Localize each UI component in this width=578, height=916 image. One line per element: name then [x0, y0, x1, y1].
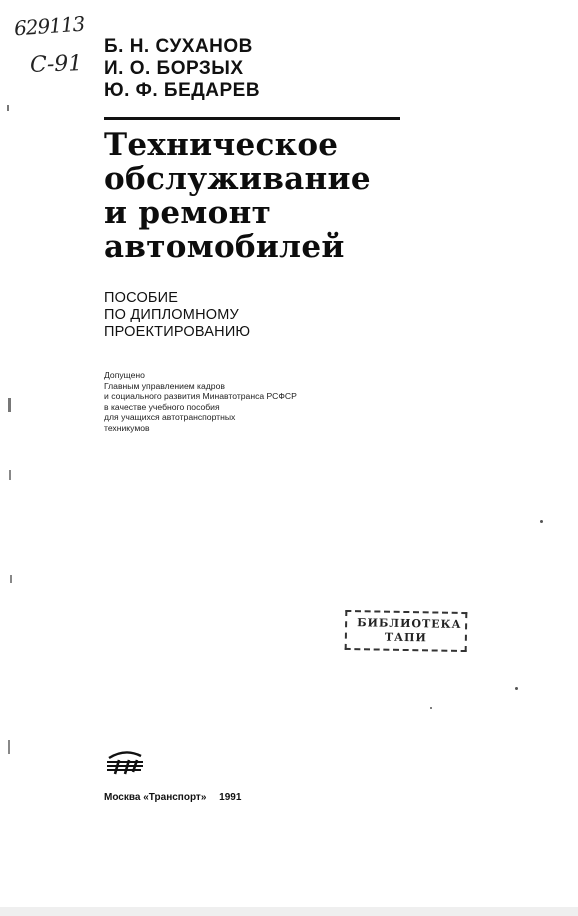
approval-note — [104, 370, 297, 434]
author-name: И. О. БОРЗЫХ — [104, 58, 244, 79]
title-line: Техническое — [104, 127, 339, 163]
imprint — [104, 792, 241, 803]
subtitle-line: ПРОЕКТИРОВАНИЮ — [104, 324, 251, 340]
author-list — [104, 36, 260, 102]
imprint-city: Москва — [104, 792, 141, 803]
subtitle-line: ПОСОБИЕ — [104, 290, 179, 306]
title-line: и ремонт — [104, 195, 272, 231]
stamp-line: ТАПИ — [384, 630, 427, 645]
scan-mark — [7, 105, 9, 111]
library-stamp — [345, 610, 468, 652]
scan-mark — [515, 687, 518, 690]
scan-mark — [540, 520, 543, 523]
approval-line: Главным управлением кадров — [104, 380, 225, 391]
handwritten-index-code: С-91 — [29, 51, 83, 78]
stamp-line: БИБЛИОТЕКА — [357, 616, 462, 631]
approval-line: и социального развития Минавтотранса РСФСР — [104, 391, 297, 402]
book-title — [104, 128, 371, 264]
publisher-logo-icon — [103, 748, 147, 778]
handwritten-shelf-mark: 629113 — [13, 11, 86, 41]
imprint-publisher: «Транспорт» — [143, 792, 207, 803]
scan-mark — [9, 470, 11, 480]
scan-mark — [430, 707, 432, 709]
book-subtitle — [104, 290, 250, 341]
scan-mark — [8, 740, 10, 754]
imprint-year: 1991 — [219, 792, 242, 803]
scan-mark — [10, 575, 12, 583]
title-rule — [104, 117, 400, 120]
approval-line: Допущено — [104, 370, 145, 380]
scan-bottom-edge — [0, 907, 578, 916]
title-line: обслуживание — [104, 161, 371, 197]
author-name: Б. Н. СУХАНОВ — [104, 36, 253, 57]
author-name: Ю. Ф. БЕДАРЕВ — [104, 80, 261, 101]
scan-mark — [8, 398, 11, 412]
approval-line: техникумов — [104, 422, 150, 433]
approval-line: в качестве учебного пособия — [104, 401, 220, 412]
title-line: автомобилей — [104, 229, 345, 265]
subtitle-line: ПО ДИПЛОМНОМУ — [104, 307, 239, 323]
approval-line: для учащихся автотранспортных — [104, 412, 236, 423]
